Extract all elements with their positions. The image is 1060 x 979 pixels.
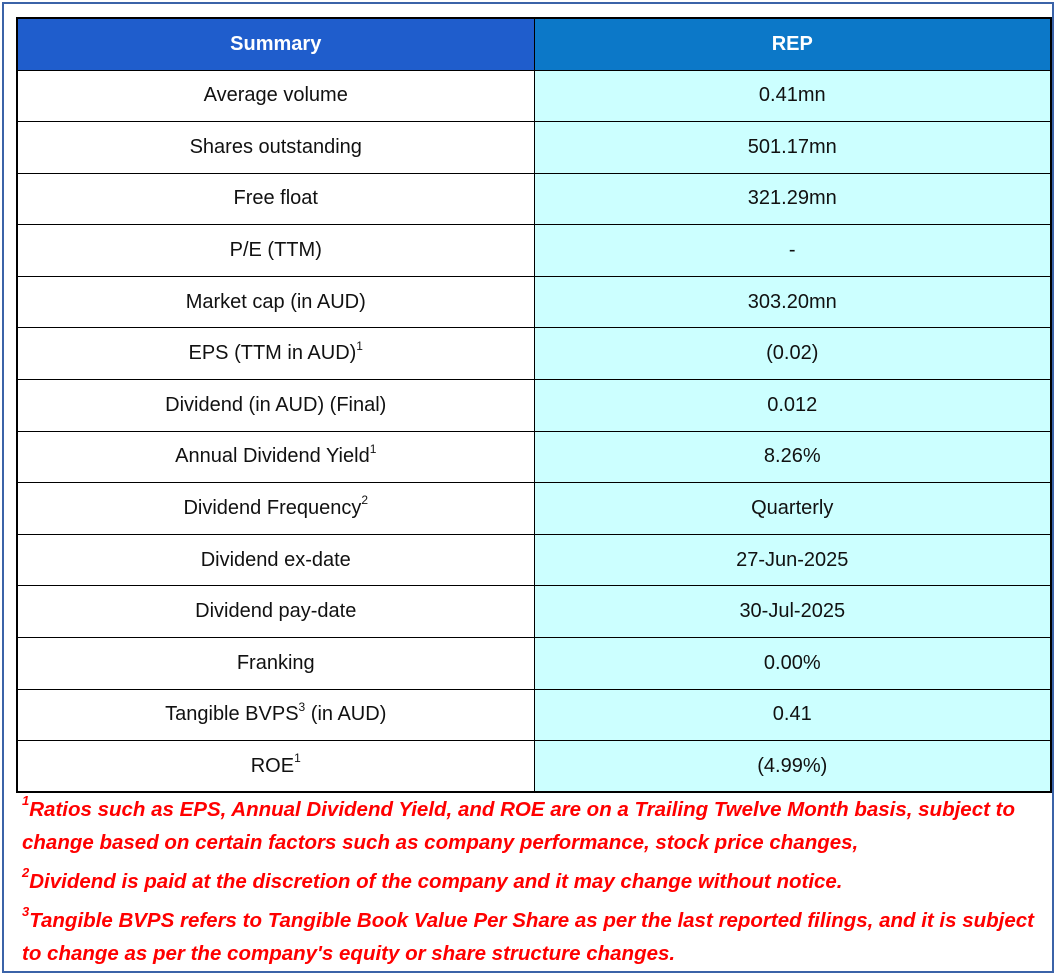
row-label-text: Average volume [203,84,348,107]
row-label [17,689,534,741]
row-label [17,276,534,328]
footnote-text: Tangible BVPS refers to Tangible Book Value Per Share as per the last reported filings, and it is subject to change as per the company's equity or share structure changes. [22,909,1034,965]
footnote-marker: 1 [294,751,301,766]
row-label [17,741,534,793]
row-label [17,173,534,225]
table-row [17,173,1051,225]
footnote-marker: 3 [298,699,306,714]
row-label-text: Tangible BVPS [165,703,299,726]
row-value: 303.20mn [534,276,1051,328]
table-body [17,70,1051,792]
summary-panel [2,2,1054,973]
row-label [17,70,534,122]
row-value: 8.26% [534,431,1051,483]
footnote-text: Dividend is paid at the discretion of the company and it may change without notice. [29,870,843,893]
row-label-text: Dividend (in AUD) (Final) [165,393,387,416]
row-label-text: Annual Dividend Yield [175,445,370,468]
row-label [17,483,534,535]
footnote-number: 3 [22,904,30,920]
row-value: 321.29mn [534,173,1051,225]
table-row [17,70,1051,122]
footnote-marker: 1 [356,338,363,353]
table-row [17,225,1051,277]
row-value: 0.41 [534,689,1051,741]
row-value: 0.41mn [534,70,1051,122]
row-label [17,122,534,174]
summary-table-wrapper [16,17,1050,793]
row-label [17,431,534,483]
footnote-number: 2 [22,865,30,881]
table-header-row [17,18,1051,70]
row-label [17,586,534,638]
table-row [17,380,1051,432]
row-value: 27-Jun-2025 [534,534,1051,586]
footnote-marker: 2 [361,493,369,508]
row-label [17,380,534,432]
table-row [17,689,1051,741]
row-label-text: EPS (TTM in AUD) [188,342,357,365]
table-row [17,741,1051,793]
table-row [17,638,1051,690]
footnote-1 [22,793,1042,859]
row-label-text: Dividend ex-date [200,548,351,571]
table-row [17,483,1051,535]
header-rep: REP [534,18,1051,70]
row-label-text: Franking [236,651,315,674]
row-value: (4.99%) [534,741,1051,793]
row-value: 0.00% [534,638,1051,690]
table-row [17,276,1051,328]
row-label-text: Free float [233,187,318,210]
row-label-text: Dividend pay-date [195,600,357,623]
row-label-suffix: (in AUD) [305,703,387,726]
summary-table [16,17,1052,793]
footnotes [22,793,1042,976]
table-row [17,328,1051,380]
row-label-text: Dividend Frequency [183,497,362,520]
row-value: (0.02) [534,328,1051,380]
footnote-3 [22,904,1042,970]
row-label [17,638,534,690]
row-value: 30-Jul-2025 [534,586,1051,638]
row-label-text: P/E (TTM) [229,239,322,262]
row-value: Quarterly [534,483,1051,535]
row-label-text: Market cap (in AUD) [185,290,366,313]
footnote-text: Ratios such as EPS, Annual Dividend Yield, and ROE are on a Trailing Twelve Month basis, subject to change based on certain factors such as company performance, stock price changes, [22,798,1015,854]
table-row [17,534,1051,586]
table-row [17,122,1051,174]
row-value: - [534,225,1051,277]
footnote-number: 1 [22,793,30,809]
header-summary: Summary [17,18,534,70]
footnote-2 [22,865,1042,898]
row-value: 501.17mn [534,122,1051,174]
row-value: 0.012 [534,380,1051,432]
table-row [17,586,1051,638]
row-label-text: ROE [250,754,295,777]
row-label [17,534,534,586]
row-label [17,328,534,380]
row-label [17,225,534,277]
footnote-marker: 1 [369,441,377,456]
table-row [17,431,1051,483]
row-label-text: Shares outstanding [189,135,362,158]
